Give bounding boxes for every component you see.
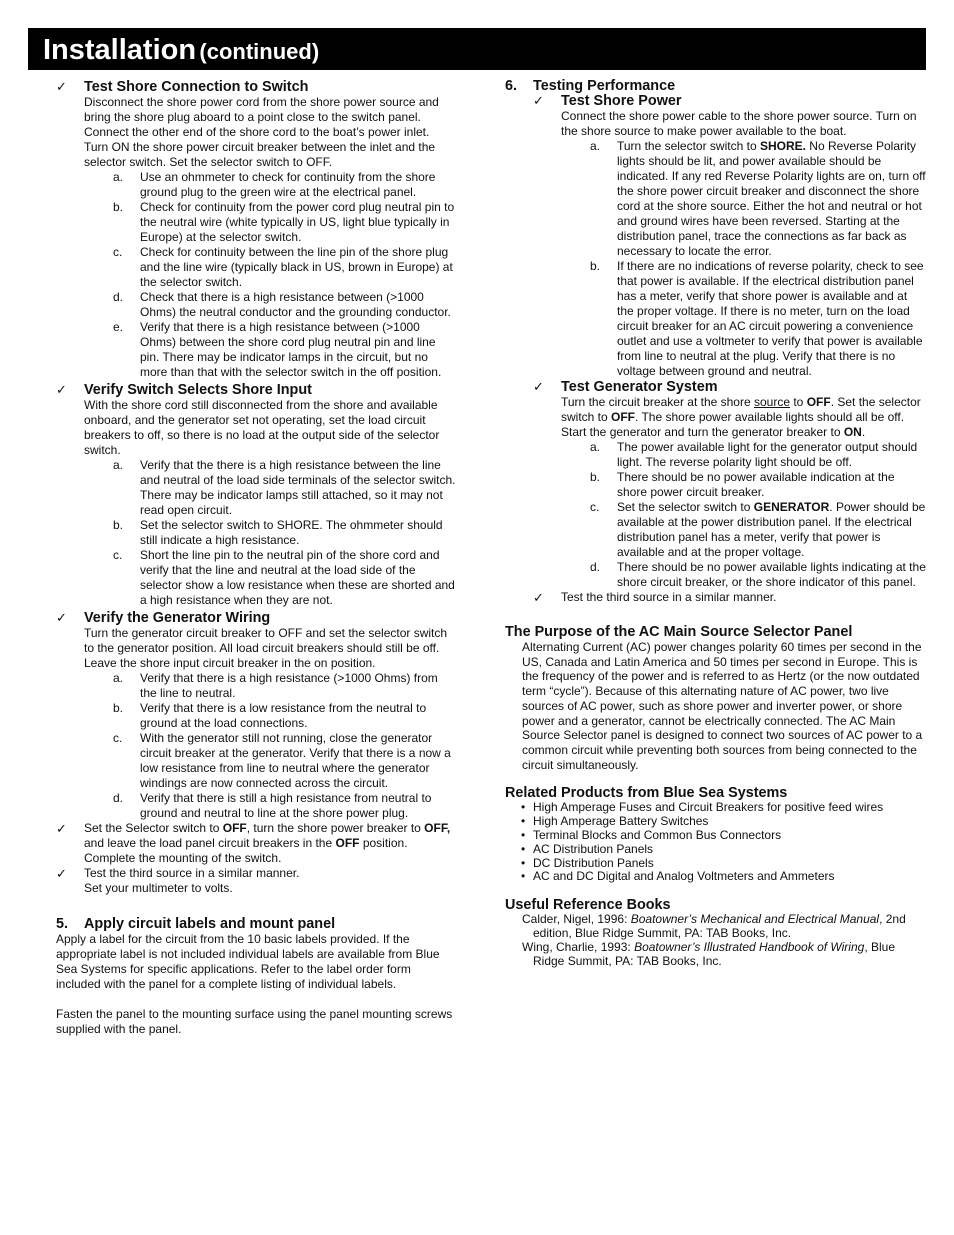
page-title-bar [28,28,926,70]
section-third-source [56,866,456,896]
list-item-label: a. [590,440,601,454]
list-item-label: a. [590,139,601,153]
list-item [84,701,456,731]
list-item-text: Check for continuity between the line pin of the shore plug and the line wire (typically black in US, brown in Europe) at the selector switch. [140,245,453,289]
bold-text: ON [843,425,862,439]
text-run: to [790,395,807,409]
checkmark-icon: ✓ [56,866,67,881]
list-item-text: AC Distribution Panels [533,841,654,856]
list-item-label: d. [113,791,124,805]
section-heading [56,916,456,932]
section-body: Set your multimeter to volts. [84,881,233,895]
list-item [84,170,456,200]
right-column [505,77,927,968]
step-list [84,671,456,821]
section-heading: Test Shore Connection to Switch [84,79,309,95]
step-list [561,139,927,379]
section-heading: Related Products from Blue Sea Systems [505,785,788,802]
bullet-icon: • [521,841,526,856]
section-testing-performance [505,78,927,605]
list-item-label: b. [113,701,124,715]
list-item-label: a. [113,671,124,685]
section-reference-books [505,897,927,968]
section-heading: The Purpose of the AC Main Source Selector Panel [505,624,853,640]
text-run: . The shore power available lights should all be off. Start the generator and turn the generator breaker to [561,410,905,439]
section-heading-text: Testing Performance [533,78,676,94]
list-item [561,440,927,470]
step-list [84,458,456,608]
list-item-text: Use an ohmmeter to check for continuity from the shore ground plug to the green wire at the electrical panel. [140,170,436,199]
checkmark-icon: ✓ [56,79,67,94]
list-item-label: b. [113,518,124,532]
checkmark-icon: ✓ [533,93,544,108]
list-item [84,245,456,290]
section-test-shore-power [533,93,927,379]
text-run: . Set the selector switch to [561,395,921,424]
book-title: Boatowner’s Illustrated Handbook of Wiring [634,939,865,954]
list-item [561,470,927,500]
list-item [505,857,927,871]
bullet-icon: • [521,855,526,870]
checkmark-icon: ✓ [56,610,67,625]
section-body: Alternating Current (AC) power changes polarity 60 times per second in the US, Canada and Latin America and 50 times per second in Europe. This is the frequency of the power and is referred to as Hertz (or the now outdated term “cycle”). Because of this alternating nature of AC power, two live sources of AC power, such as shore power and inverter power, or shore power and a generator, cannot be electrically connected. The AC Main Source Selector panel is designed to connect two sources of AC power to a common circuit while preventing both sources from being connected to the circuit simultaneously. [522,640,923,772]
list-item [561,500,927,560]
list-item [505,815,927,829]
text-run: Wing, Charlie, 1993: [522,939,635,954]
list-item-text: Verify that the there is a high resistance between the line and neutral of the load side terminals of the selector switch. There may be indicator lamps still attached, so it may not read open circuit. [140,458,456,517]
text-run: , Blue Ridge Summit, PA: TAB Books, Inc. [533,939,895,968]
list-item-text: High Amperage Battery Switches [533,814,709,829]
bold-text: SHORE. [759,139,806,153]
section-body: Fasten the panel to the mounting surface using the panel mounting screws supplied with the panel. [56,1007,453,1036]
bold-text: OFF [335,836,360,850]
list-item-label: b. [590,259,601,273]
bold-text: OFF [611,410,636,424]
text-run: Set the selector switch to [617,500,754,514]
list-item [561,139,927,259]
list-item [505,870,927,884]
step-list [84,170,456,380]
list-item [84,671,456,701]
list-item-text: Set the selector switch to SHORE. The ohmmeter should still indicate a high resistance. [140,518,443,547]
page-title: Installation [43,34,197,66]
section-heading: Verify the Generator Wiring [84,610,271,626]
list-item-text: Verify that there is a high resistance (>1000 Ohms) from the line to neutral. [140,671,438,700]
text-run: . Power should be available at the power distribution panel. If the electrical distribution panel has a meter, verify that power is available and at the proper voltage. [617,500,926,559]
list-item [505,801,927,815]
list-item [84,791,456,821]
checkmark-icon: ✓ [56,382,67,397]
list-item-label: e. [113,320,124,334]
text-run: Turn the selector switch to [617,139,760,153]
list-item [84,548,456,608]
list-item [505,843,927,857]
section-body: Connect the shore power cable to the shore power source. Turn on the shore source to make power available to the boat. [561,109,917,138]
text-run: position. Complete the mounting of the switch. [84,836,408,865]
section-heading: Test Shore Power [561,93,682,109]
section-number: 5. [56,916,69,932]
text-run: Turn the circuit breaker at the shore [561,395,754,409]
bold-text: OFF [806,395,831,409]
list-item-text: High Amperage Fuses and Circuit Breakers for positive feed wires [533,800,884,815]
section-body: Test the third source in a similar manner. [561,590,777,604]
section-body [84,821,456,866]
list-item [505,829,927,843]
section-body: Turn the generator circuit breaker to OFF and set the selector switch to the generator position. All load circuit breakers should still be off. Leave the shore input circuit breaker in the on position. [84,626,448,670]
section-third-source [533,590,927,605]
bullet-list [505,801,927,884]
page-subtitle: (continued) [199,39,320,64]
section-heading [505,78,927,94]
list-item [84,731,456,791]
section-body [561,395,927,440]
section-body: Disconnect the shore power cord from the shore power source and bring the shore plug aboard to a point close to the switch panel. Connect the other end of the shore cord to the boat’s power inlet. Turn ON the shore power circuit breaker between the inlet and the selector switch. Set the selector switch to OFF. [84,95,439,169]
bullet-icon: • [521,827,526,842]
list-item [84,290,456,320]
section-verify-switch [56,382,456,608]
checkmark-icon: ✓ [533,379,544,394]
list-item-label: a. [113,458,124,472]
bullet-icon: • [521,814,526,829]
section-related-products [505,785,927,884]
list-item [84,320,456,380]
section-number: 6. [505,78,518,94]
section-test-shore-connection [56,79,456,380]
bullet-icon: • [521,800,526,815]
section-heading: Useful Reference Books [505,897,671,914]
underlined-text: source [753,395,791,409]
list-item [561,560,927,590]
checkmark-icon: ✓ [533,590,544,605]
reference-entry [505,913,927,941]
reference-entry [505,941,927,969]
bold-text: GENERATOR [753,500,830,514]
list-item-label: b. [113,200,124,214]
bullet-icon: • [521,869,526,884]
list-item-label: c. [590,500,600,514]
list-item-text: AC and DC Digital and Analog Voltmeters and Ammeters [533,869,835,884]
step-list [561,440,927,590]
list-item-label: a. [113,170,124,184]
text-run: No Reverse Polarity lights should be lit, and power available should be indicated. If any red Reverse Polarity lights are on, turn off the shore power circuit breaker and disconnect the shore cord at the shore source. Either the hot and neutral or hot and ground wires have been reversed. Starting at the distribution panel, trace the connections as far back as necessary to locate the error. [617,139,926,258]
list-item-text: DC Distribution Panels [533,855,654,870]
section-heading: Verify Switch Selects Shore Input [84,382,312,398]
bold-text: OFF, [424,821,451,835]
list-item-text: Verify that there is a low resistance from the neutral to ground at the load connections. [140,701,427,730]
list-item-text: If there are no indications of reverse polarity, check to see that power is available. If the electrical distribution panel has a meter, verify that shore power is available and at the proper voltage. If there is no meter, turn on the load circuit breaker for an AC circuit powering a convenience outlet and use a voltmeter to verify that power is available from line to neutral at the plug. Verify that there is no voltage between ground and neutral. [617,259,924,378]
bold-text: OFF [222,821,247,835]
section-set-selector-off [56,821,456,866]
section-verify-generator [56,610,456,821]
list-item-text: Short the line pin to the neutral pin of the shore cord and verify that the line and neutral at the load side of the selector show a low resistance when these are shorted and a high resistance when they are not. [140,548,455,607]
list-item-text: Check that there is a high resistance between (>1000 Ohms) the neutral conductor and the grounding conductor. [140,290,451,319]
list-item-text: Terminal Blocks and Common Bus Connectors [533,827,782,842]
list-item-text: Verify that there is still a high resistance from neutral to ground and neutral to line at the shore power plug. [140,791,432,820]
section-body: Test the third source in a similar manner. [84,866,300,880]
section-purpose [505,624,927,772]
list-item [84,200,456,245]
list-item-text: With the generator still not running, close the generator circuit breaker at the generator. Verify that there is a now a low resistance from line to neutral where the generator windings are now connected across the circuit. [140,731,451,790]
list-item-text: There should be no power available indication at the shore power circuit breaker. [617,470,895,499]
section-body: With the shore cord still disconnected from the shore and available onboard, and the generator set not operating, set the load circuit breakers to off, so there is no load at the output side of the selector switch. [84,398,440,457]
section-apply-labels [56,916,456,1037]
list-item-label: b. [590,470,601,484]
list-item-label: d. [590,560,601,574]
list-item-label: c. [113,245,123,259]
section-heading: Test Generator System [561,379,718,395]
list-item [84,458,456,518]
list-item-text: Check for continuity from the power cord plug neutral pin to the neutral wire (white typically in US, light blue typically in Europe) at the selector switch. [140,200,455,244]
text-run: and leave the load panel circuit breakers in the [84,836,336,850]
section-test-generator [533,379,927,590]
list-item-label: c. [113,731,123,745]
checkmark-icon: ✓ [56,821,67,836]
section-body: Apply a label for the circuit from the 10 basic labels provided. If the appropriate label is not included individual labels are available from Blue Sea Systems for specific applications. Refer to the label order form included with the panel for a complete listing of individual labels. [56,932,440,991]
list-item [84,518,456,548]
list-item-text: The power available light for the generator output should light. The reverse polarity light should be off. [617,440,918,469]
section-heading-text: Apply circuit labels and mount panel [84,916,336,932]
list-item-label: c. [113,548,123,562]
list-item-text: There should be no power available lights indicating at the shore circuit breaker, or the shore indicator of this panel. [617,560,926,589]
text-run: Set the Selector switch to [84,821,223,835]
list-item [561,259,927,379]
list-item-text: Verify that there is a high resistance between (>1000 Ohms) between the shore cord plug neutral pin and line pin. There may be indicator lamps in the circuit, but no more than that with the selector switch in the off position. [140,320,442,379]
text-run: Calder, Nigel, 1996: [522,912,631,927]
list-item-label: d. [113,290,124,304]
text-run: , turn the shore power breaker to [246,821,425,835]
text-run: , 2nd edition, Blue Ridge Summit, PA: TAB Books, Inc. [533,912,906,940]
text-run: . [861,425,866,439]
left-column [56,77,456,1037]
book-title: Boatowner’s Mechanical and Electrical Manual [630,912,880,927]
